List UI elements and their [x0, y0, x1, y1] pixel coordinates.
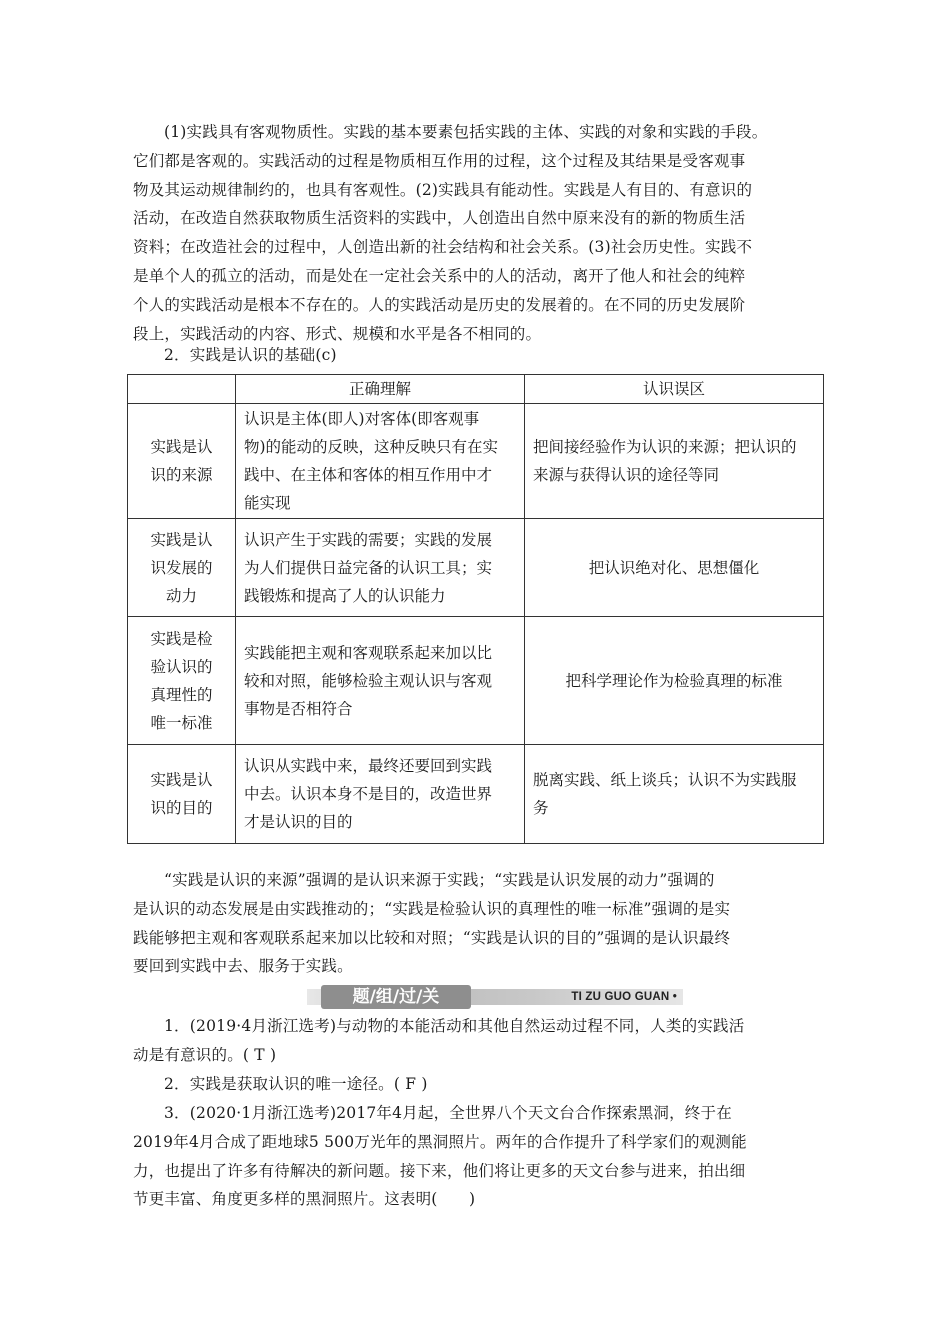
table-cell-correct [236, 745, 525, 844]
table-cell-correct [236, 519, 525, 617]
table-row [128, 404, 824, 519]
cell-line: 物)的能动的反映，这种反映只有在实 [244, 438, 499, 456]
text-line: 它们都是客观的。实践活动的过程是物质相互作用的过程，这个过程及其结果是受客观事 [133, 151, 746, 170]
text-line: 践能够把主观和客观联系起来加以比较和对照；“实践是认识的目的”强调的是认识最终 [133, 928, 731, 947]
cell-line: 验认识的 [150, 657, 213, 676]
text-line: 个人的实践活动是根本不存在的。人的实践活动是历史的发展着的。在不同的历史发展阶 [133, 295, 746, 314]
table-cell-mistake [525, 617, 824, 745]
cell-line: 实践是检 [150, 629, 213, 648]
cell-line: 来源与获得认识的途径等同 [533, 466, 720, 484]
exercise-banner [307, 985, 683, 1009]
cell-line: 为人们提供日益完备的认识工具；实 [244, 558, 493, 577]
table-cell-topic [128, 617, 236, 745]
text-line: 段上，实践活动的内容、形式、规模和水平是各不相同的。 [133, 324, 542, 343]
cell-line: 把科学理论作为检验真理的标准 [565, 671, 783, 690]
text-line: “实践是认识的来源”强调的是认识来源于实践；“实践是认识发展的动力”强调的 [164, 871, 715, 889]
table-header-mistake: 认识误区 [525, 375, 824, 404]
banner-title: 题/组/过/关 [321, 985, 471, 1009]
question-3 [133, 1099, 823, 1214]
cell-line: 践中、在主体和客体的相互作用中才 [244, 466, 493, 484]
text-line: 2019年4月合成了距地球5 500万光年的黑洞照片。两年的合作提升了科学家们的观测能 [133, 1132, 747, 1151]
section2-heading: 2．实践是认识的基础(c) [164, 346, 337, 364]
cell-line: 真理性的 [150, 685, 213, 704]
section1-paragraph [133, 118, 823, 348]
cell-line: 能实现 [244, 494, 291, 512]
table-cell-mistake [525, 519, 824, 617]
text-line: 3．(2020·1月浙江选考)2017年4月起，全世界八个天文台合作探索黑洞，终于在 [164, 1104, 732, 1122]
cell-line: 动力 [165, 586, 197, 605]
cell-line: 实践能把主观和客观联系起来加以比 [244, 643, 493, 662]
text-line: 是单个人的孤立的活动，而是处在一定社会关系中的人的活动，离开了他人和社会的纯粹 [133, 266, 746, 285]
cell-line: 脱离实践、纸上谈兵；认识不为实践服 [533, 771, 797, 789]
cell-line: 认识产生于实践的需要；实践的发展 [244, 530, 493, 549]
table-row [128, 745, 824, 844]
question-2 [133, 1070, 823, 1099]
cell-line: 较和对照，能够检验主观认识与客观 [244, 671, 493, 690]
cell-line: 识发展的 [150, 558, 213, 577]
text-line: (1)实践具有客观物质性。实践的基本要素包括实践的主体、实践的对象和实践的手段。 [164, 123, 768, 141]
cell-line: 中去。认识本身不是目的，改造世界 [244, 785, 493, 803]
table-cell-correct [236, 404, 525, 519]
table-header-empty [128, 375, 236, 404]
cell-line: 唯一标准 [150, 713, 213, 732]
text-line: 要回到实践中去、服务于实践。 [133, 957, 353, 976]
cell-line: 把间接经验作为认识的来源；把认识的 [533, 438, 797, 456]
table-cell-topic [128, 519, 236, 617]
text-line: 1．(2019·4月浙江选考)与动物的本能活动和其他自然运动过程不同，人类的实践活 [164, 1017, 745, 1035]
cell-line: 事物是否相符合 [244, 699, 353, 718]
cell-line: 识的来源 [150, 466, 213, 484]
text-line: 力，也提出了许多有待解决的新问题。接下来，他们将让更多的天文台参与进来，拍出细 [133, 1161, 746, 1180]
question-1 [133, 1012, 823, 1070]
comparison-table [127, 374, 824, 844]
banner-subtitle: TI ZU GUO GUAN • [571, 991, 677, 1003]
table-header-row [128, 375, 824, 404]
text-line: 资料；在改造社会的过程中，人创造出新的社会结构和社会关系。(3)社会历史性。实践不 [133, 238, 753, 257]
cell-line: 实践是认 [150, 438, 213, 456]
text-line: 2．实践是获取认识的唯一途径。( F ) [164, 1075, 428, 1093]
text-line: 物及其运动规律制约的，也具有客观性。(2)实践具有能动性。实践是人有目的、有意识的 [133, 180, 753, 199]
cell-line: 认识从实践中来，最终还要回到实践 [244, 757, 493, 775]
table-cell-topic [128, 745, 236, 844]
cell-line: 把认识绝对化、思想僵化 [588, 558, 760, 577]
cell-line: 实践是认 [150, 530, 213, 549]
table-cell-mistake [525, 745, 824, 844]
cell-line: 认识是主体(即人)对客体(即客观事 [244, 410, 480, 428]
table-header-correct: 正确理解 [236, 375, 525, 404]
text-line: 动是有意识的。( T ) [133, 1045, 277, 1064]
table-cell-topic [128, 404, 236, 519]
table-row [128, 617, 824, 745]
summary-paragraph [133, 866, 823, 981]
cell-line: 识的目的 [150, 799, 213, 817]
cell-line: 才是认识的目的 [244, 813, 353, 831]
cell-line: 践锻炼和提高了人的认识能力 [244, 586, 446, 605]
table-cell-mistake [525, 404, 824, 519]
table-row [128, 519, 824, 617]
cell-line: 实践是认 [150, 771, 213, 789]
text-line: 节更丰富、角度更多样的黑洞照片。这表明( ) [133, 1190, 476, 1209]
text-line: 是认识的动态发展是由实践推动的；“实践是检验认识的真理性的唯一标准”强调的是实 [133, 899, 731, 918]
text-line: 活动，在改造自然获取物质生活资料的实践中，人创造出自然中原来没有的新的物质生活 [133, 209, 746, 228]
cell-line: 务 [533, 799, 549, 817]
table-cell-correct [236, 617, 525, 745]
